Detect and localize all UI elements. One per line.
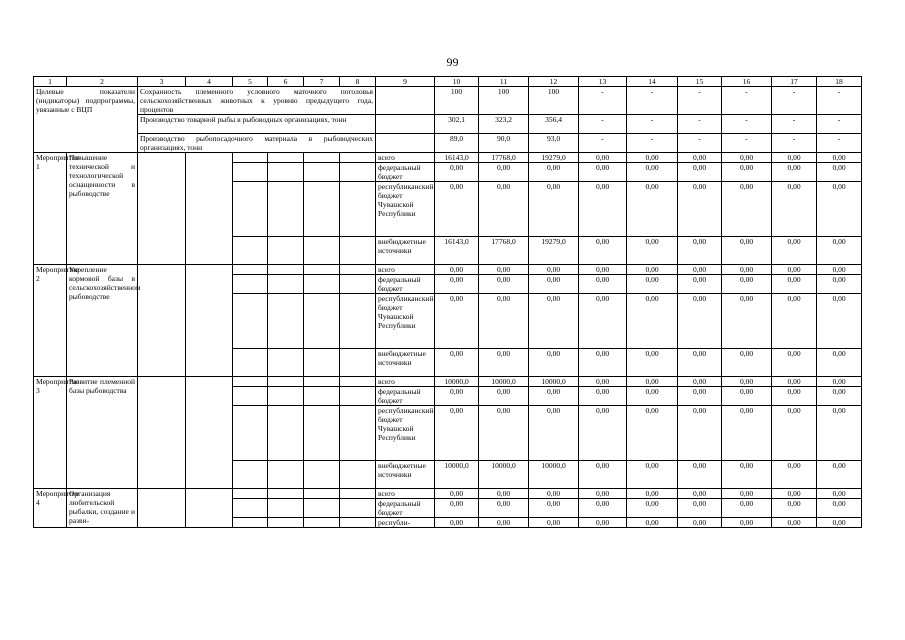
funding-value: 0,00 [435,275,479,294]
empty-cell [268,265,304,275]
target-indicator-row [34,115,862,134]
empty-cell [304,518,340,528]
funding-value: 17768,0 [479,237,529,265]
indicator-value: - [627,134,678,153]
funding-value: 0,00 [435,265,479,275]
funding-value: 0,00 [772,163,817,182]
funding-value: 0,00 [817,182,862,237]
indicator-value: - [817,134,862,153]
funding-value: 0,00 [772,461,817,489]
funding-source: республиканский бюджет Чувашской Республики [376,406,435,461]
indicator-value: - [817,87,862,115]
funding-value: 0,00 [722,406,772,461]
funding-value: 0,00 [579,275,627,294]
funding-value: 0,00 [772,406,817,461]
empty-cell [233,518,268,528]
empty-cell [304,153,340,163]
funding-value: 0,00 [627,163,678,182]
funding-value: 0,00 [817,275,862,294]
empty-cell [138,489,186,528]
empty-cell [304,461,340,489]
funding-value: 0,00 [579,349,627,377]
indicator-value: - [772,87,817,115]
empty-cell [304,387,340,406]
funding-value: 0,00 [722,237,772,265]
page-number: 99 [446,55,459,69]
empty-cell [268,275,304,294]
measure-source-row [34,489,862,499]
column-number: 5 [233,77,268,87]
indicator-value: - [678,115,722,134]
empty-cell [340,387,376,406]
funding-value: 0,00 [529,406,579,461]
funding-value: 0,00 [678,163,722,182]
funding-value: 0,00 [817,163,862,182]
funding-source: всего [376,377,435,387]
funding-value: 0,00 [772,182,817,237]
measure-source-row [34,377,862,387]
funding-value: 10000,0 [529,461,579,489]
indicator-value: 302,1 [435,115,479,134]
funding-source: всего [376,153,435,163]
funding-value: 0,00 [627,377,678,387]
empty-cell [268,377,304,387]
empty-cell [340,182,376,237]
column-number: 8 [340,77,376,87]
funding-value: 0,00 [817,265,862,275]
empty-cell [268,349,304,377]
empty-cell [340,163,376,182]
measure-id: Мероприятие 3 [34,377,67,489]
indicator-name: Сохранность племенного условного маточного поголовья сельскохозяйственных животных к уровню предыдущего года, процентов [138,87,376,115]
funding-value: 0,00 [678,294,722,349]
funding-value: 0,00 [529,499,579,518]
empty-cell [304,182,340,237]
funding-value: 0,00 [479,275,529,294]
funding-value: 0,00 [772,518,817,528]
funding-value: 0,00 [579,499,627,518]
empty-cell [233,461,268,489]
funding-value: 0,00 [529,518,579,528]
indicator-value: 323,2 [479,115,529,134]
empty-cell [304,406,340,461]
empty-cell [340,265,376,275]
funding-value: 0,00 [435,349,479,377]
column-number: 16 [722,77,772,87]
column-number: 17 [772,77,817,87]
funding-value: 0,00 [435,518,479,528]
funding-value: 0,00 [772,499,817,518]
empty-cell [268,153,304,163]
empty-cell [304,349,340,377]
empty-cell [268,461,304,489]
funding-value: 19279,0 [529,237,579,265]
funding-value: 0,00 [529,349,579,377]
funding-value: 0,00 [579,461,627,489]
funding-source: республи- [376,518,435,528]
empty-cell [340,349,376,377]
funding-value: 0,00 [817,406,862,461]
funding-source: республиканский бюджет Чувашской Республики [376,294,435,349]
funding-source: всего [376,265,435,275]
funding-value: 0,00 [722,294,772,349]
funding-value: 0,00 [722,163,772,182]
indicator-value: 356,4 [529,115,579,134]
funding-value: 17768,0 [479,153,529,163]
funding-value: 0,00 [627,237,678,265]
funding-value: 0,00 [678,406,722,461]
empty-cell [376,134,435,153]
funding-value: 0,00 [722,518,772,528]
empty-cell [138,265,186,377]
indicator-value: - [722,134,772,153]
funding-source: внебюджетные источники [376,461,435,489]
column-number: 13 [579,77,627,87]
measure-name: Укрепление кормовой базы в сельскохозяйственном рыбоводстве [67,265,138,377]
funding-value: 0,00 [722,377,772,387]
funding-source: всего [376,489,435,499]
funding-value: 0,00 [817,499,862,518]
funding-value: 0,00 [479,163,529,182]
indicator-value: - [579,115,627,134]
funding-value: 0,00 [579,406,627,461]
funding-value: 0,00 [479,349,529,377]
funding-value: 0,00 [722,265,772,275]
empty-cell [268,237,304,265]
funding-value: 0,00 [627,499,678,518]
funding-value: 0,00 [678,461,722,489]
funding-value: 0,00 [817,387,862,406]
funding-value: 0,00 [772,377,817,387]
funding-value: 0,00 [627,349,678,377]
empty-cell [268,294,304,349]
funding-value: 10000,0 [479,461,529,489]
funding-value: 10000,0 [479,377,529,387]
empty-cell [340,461,376,489]
funding-source: федеральный бюджет [376,387,435,406]
funding-value: 0,00 [479,387,529,406]
funding-value: 0,00 [817,489,862,499]
funding-value: 0,00 [678,265,722,275]
empty-cell [340,275,376,294]
empty-cell [340,406,376,461]
indicator-name: Производство товарной рыбы в рыбоводных организациях, тонн [138,115,376,134]
indicator-value: - [817,115,862,134]
funding-value: 0,00 [627,294,678,349]
funding-value: 0,00 [579,153,627,163]
indicator-value: - [579,134,627,153]
column-number: 2 [67,77,138,87]
column-number: 6 [268,77,304,87]
empty-cell [340,489,376,499]
measure-name: Организация любительской рыбалки, создание и разви- [67,489,138,528]
funding-value: 0,00 [627,153,678,163]
empty-cell [268,499,304,518]
funding-value: 0,00 [772,265,817,275]
funding-value: 0,00 [479,406,529,461]
funding-value: 0,00 [772,294,817,349]
empty-cell [268,489,304,499]
funding-value: 0,00 [627,275,678,294]
funding-value: 0,00 [817,153,862,163]
empty-cell [376,87,435,115]
funding-value: 0,00 [722,461,772,489]
funding-value: 16143,0 [435,237,479,265]
funding-value: 0,00 [529,163,579,182]
measure-name: Повышение технической и технологической оснащенности в рыбоводстве [67,153,138,265]
funding-value: 0,00 [817,377,862,387]
funding-value: 0,00 [817,461,862,489]
funding-value: 0,00 [678,499,722,518]
indicator-value: 100 [479,87,529,115]
empty-cell [268,163,304,182]
empty-cell [340,237,376,265]
funding-source: федеральный бюджет [376,163,435,182]
empty-cell [186,265,233,377]
funding-value: 0,00 [678,387,722,406]
empty-cell [233,377,268,387]
funding-value: 0,00 [579,489,627,499]
target-indicator-row [34,134,862,153]
measure-source-row [34,265,862,275]
funding-value: 0,00 [678,182,722,237]
funding-source: республиканский бюджет Чувашской Республики [376,182,435,237]
funding-value: 0,00 [722,182,772,237]
funding-value: 0,00 [772,153,817,163]
indicator-value: 93,0 [529,134,579,153]
funding-value: 0,00 [772,275,817,294]
empty-cell [304,237,340,265]
measure-name: Развитие племенной базы рыбоводства [67,377,138,489]
empty-cell [233,265,268,275]
column-number: 10 [435,77,479,87]
empty-cell [233,182,268,237]
funding-value: 0,00 [529,265,579,275]
empty-cell [138,153,186,265]
column-number: 14 [627,77,678,87]
funding-value: 0,00 [479,294,529,349]
funding-value: 0,00 [435,406,479,461]
funding-value: 0,00 [479,518,529,528]
funding-value: 10000,0 [435,377,479,387]
measure-source-row [34,153,862,163]
column-number: 12 [529,77,579,87]
funding-value: 0,00 [627,265,678,275]
empty-cell [268,406,304,461]
indicator-value: - [722,115,772,134]
empty-cell [304,489,340,499]
empty-cell [233,387,268,406]
empty-cell [340,153,376,163]
funding-value: 0,00 [579,294,627,349]
empty-cell [304,275,340,294]
funding-value: 0,00 [529,294,579,349]
funding-value: 0,00 [627,489,678,499]
empty-cell [186,153,233,265]
funding-value: 0,00 [435,387,479,406]
funding-value: 0,00 [579,518,627,528]
empty-cell [340,294,376,349]
funding-value: 0,00 [479,489,529,499]
funding-value: 0,00 [435,489,479,499]
funding-value: 0,00 [722,349,772,377]
empty-cell [268,518,304,528]
empty-cell [233,499,268,518]
funding-value: 0,00 [817,518,862,528]
empty-cell [340,499,376,518]
funding-value: 0,00 [627,182,678,237]
funding-value: 0,00 [627,518,678,528]
funding-value: 0,00 [435,163,479,182]
empty-cell [233,163,268,182]
column-number: 18 [817,77,862,87]
indicator-value: - [627,87,678,115]
funding-value: 0,00 [722,387,772,406]
funding-value: 0,00 [772,349,817,377]
column-number: 4 [186,77,233,87]
funding-value: 0,00 [529,182,579,237]
funding-value: 0,00 [529,275,579,294]
column-number: 9 [376,77,435,87]
indicator-value: - [579,87,627,115]
column-number: 11 [479,77,529,87]
funding-value: 0,00 [678,237,722,265]
column-number: 3 [138,77,186,87]
funding-value: 19279,0 [529,153,579,163]
empty-cell [304,265,340,275]
funding-value: 0,00 [579,387,627,406]
funding-value: 0,00 [579,163,627,182]
funding-value: 0,00 [772,387,817,406]
funding-value: 0,00 [772,489,817,499]
funding-source: федеральный бюджет [376,275,435,294]
empty-cell [233,153,268,163]
funding-value: 0,00 [479,265,529,275]
funding-value: 0,00 [678,153,722,163]
funding-value: 0,00 [678,489,722,499]
funding-value: 0,00 [627,387,678,406]
funding-value: 0,00 [627,406,678,461]
funding-value: 0,00 [479,499,529,518]
funding-value: 0,00 [722,489,772,499]
column-number-row [34,77,862,87]
empty-cell [304,499,340,518]
indicator-value: 100 [435,87,479,115]
funding-source: внебюджетные источники [376,237,435,265]
indicator-value: - [722,87,772,115]
empty-cell [376,115,435,134]
empty-cell [268,182,304,237]
column-number: 1 [34,77,67,87]
measure-id: Мероприятие 1 [34,153,67,265]
empty-cell [138,377,186,489]
column-number: 7 [304,77,340,87]
funding-value: 10000,0 [435,461,479,489]
funding-value: 0,00 [435,182,479,237]
funding-value: 0,00 [579,237,627,265]
empty-cell [186,489,233,528]
indicator-value: 100 [529,87,579,115]
funding-value: 0,00 [678,377,722,387]
funding-value: 0,00 [579,182,627,237]
empty-cell [186,377,233,489]
empty-cell [304,294,340,349]
empty-cell [233,489,268,499]
indicator-value: - [627,115,678,134]
empty-cell [233,237,268,265]
indicator-value: 89,0 [435,134,479,153]
empty-cell [340,518,376,528]
funding-value: 0,00 [817,237,862,265]
empty-cell [233,294,268,349]
empty-cell [233,275,268,294]
funding-value: 0,00 [529,387,579,406]
empty-cell [268,387,304,406]
indicator-name: Производство рыбопосадочного материала в рыбоводческих организациях, тонн [138,134,376,153]
funding-value: 0,00 [817,349,862,377]
indicator-value: - [772,134,817,153]
indicator-value: - [678,87,722,115]
funding-value: 0,00 [579,377,627,387]
empty-cell [233,349,268,377]
indicator-value: - [678,134,722,153]
target-indicator-row [34,87,862,115]
funding-value: 0,00 [529,489,579,499]
funding-value: 0,00 [627,461,678,489]
funding-value: 0,00 [435,499,479,518]
funding-value: 0,00 [678,518,722,528]
funding-value: 0,00 [722,153,772,163]
funding-value: 0,00 [479,182,529,237]
funding-value: 0,00 [722,275,772,294]
funding-value: 0,00 [817,294,862,349]
empty-cell [304,163,340,182]
indicator-value: - [772,115,817,134]
funding-value: 0,00 [678,275,722,294]
funding-source: внебюджетные источники [376,349,435,377]
program-table [33,76,862,528]
empty-cell [233,406,268,461]
funding-source: федеральный бюджет [376,499,435,518]
funding-value: 16143,0 [435,153,479,163]
measure-id: Мероприятие 4 [34,489,67,528]
indicator-value: 90,0 [479,134,529,153]
empty-cell [340,377,376,387]
funding-value: 0,00 [722,499,772,518]
column-number: 15 [678,77,722,87]
funding-value: 0,00 [435,294,479,349]
measure-id: Мероприятие 2 [34,265,67,377]
funding-value: 0,00 [678,349,722,377]
empty-cell [304,377,340,387]
funding-value: 10000,0 [529,377,579,387]
funding-value: 0,00 [579,265,627,275]
targets-label: Целевые показатели (индикаторы) подпрограммы, увязанные с ВЦП [34,87,138,153]
funding-value: 0,00 [772,237,817,265]
